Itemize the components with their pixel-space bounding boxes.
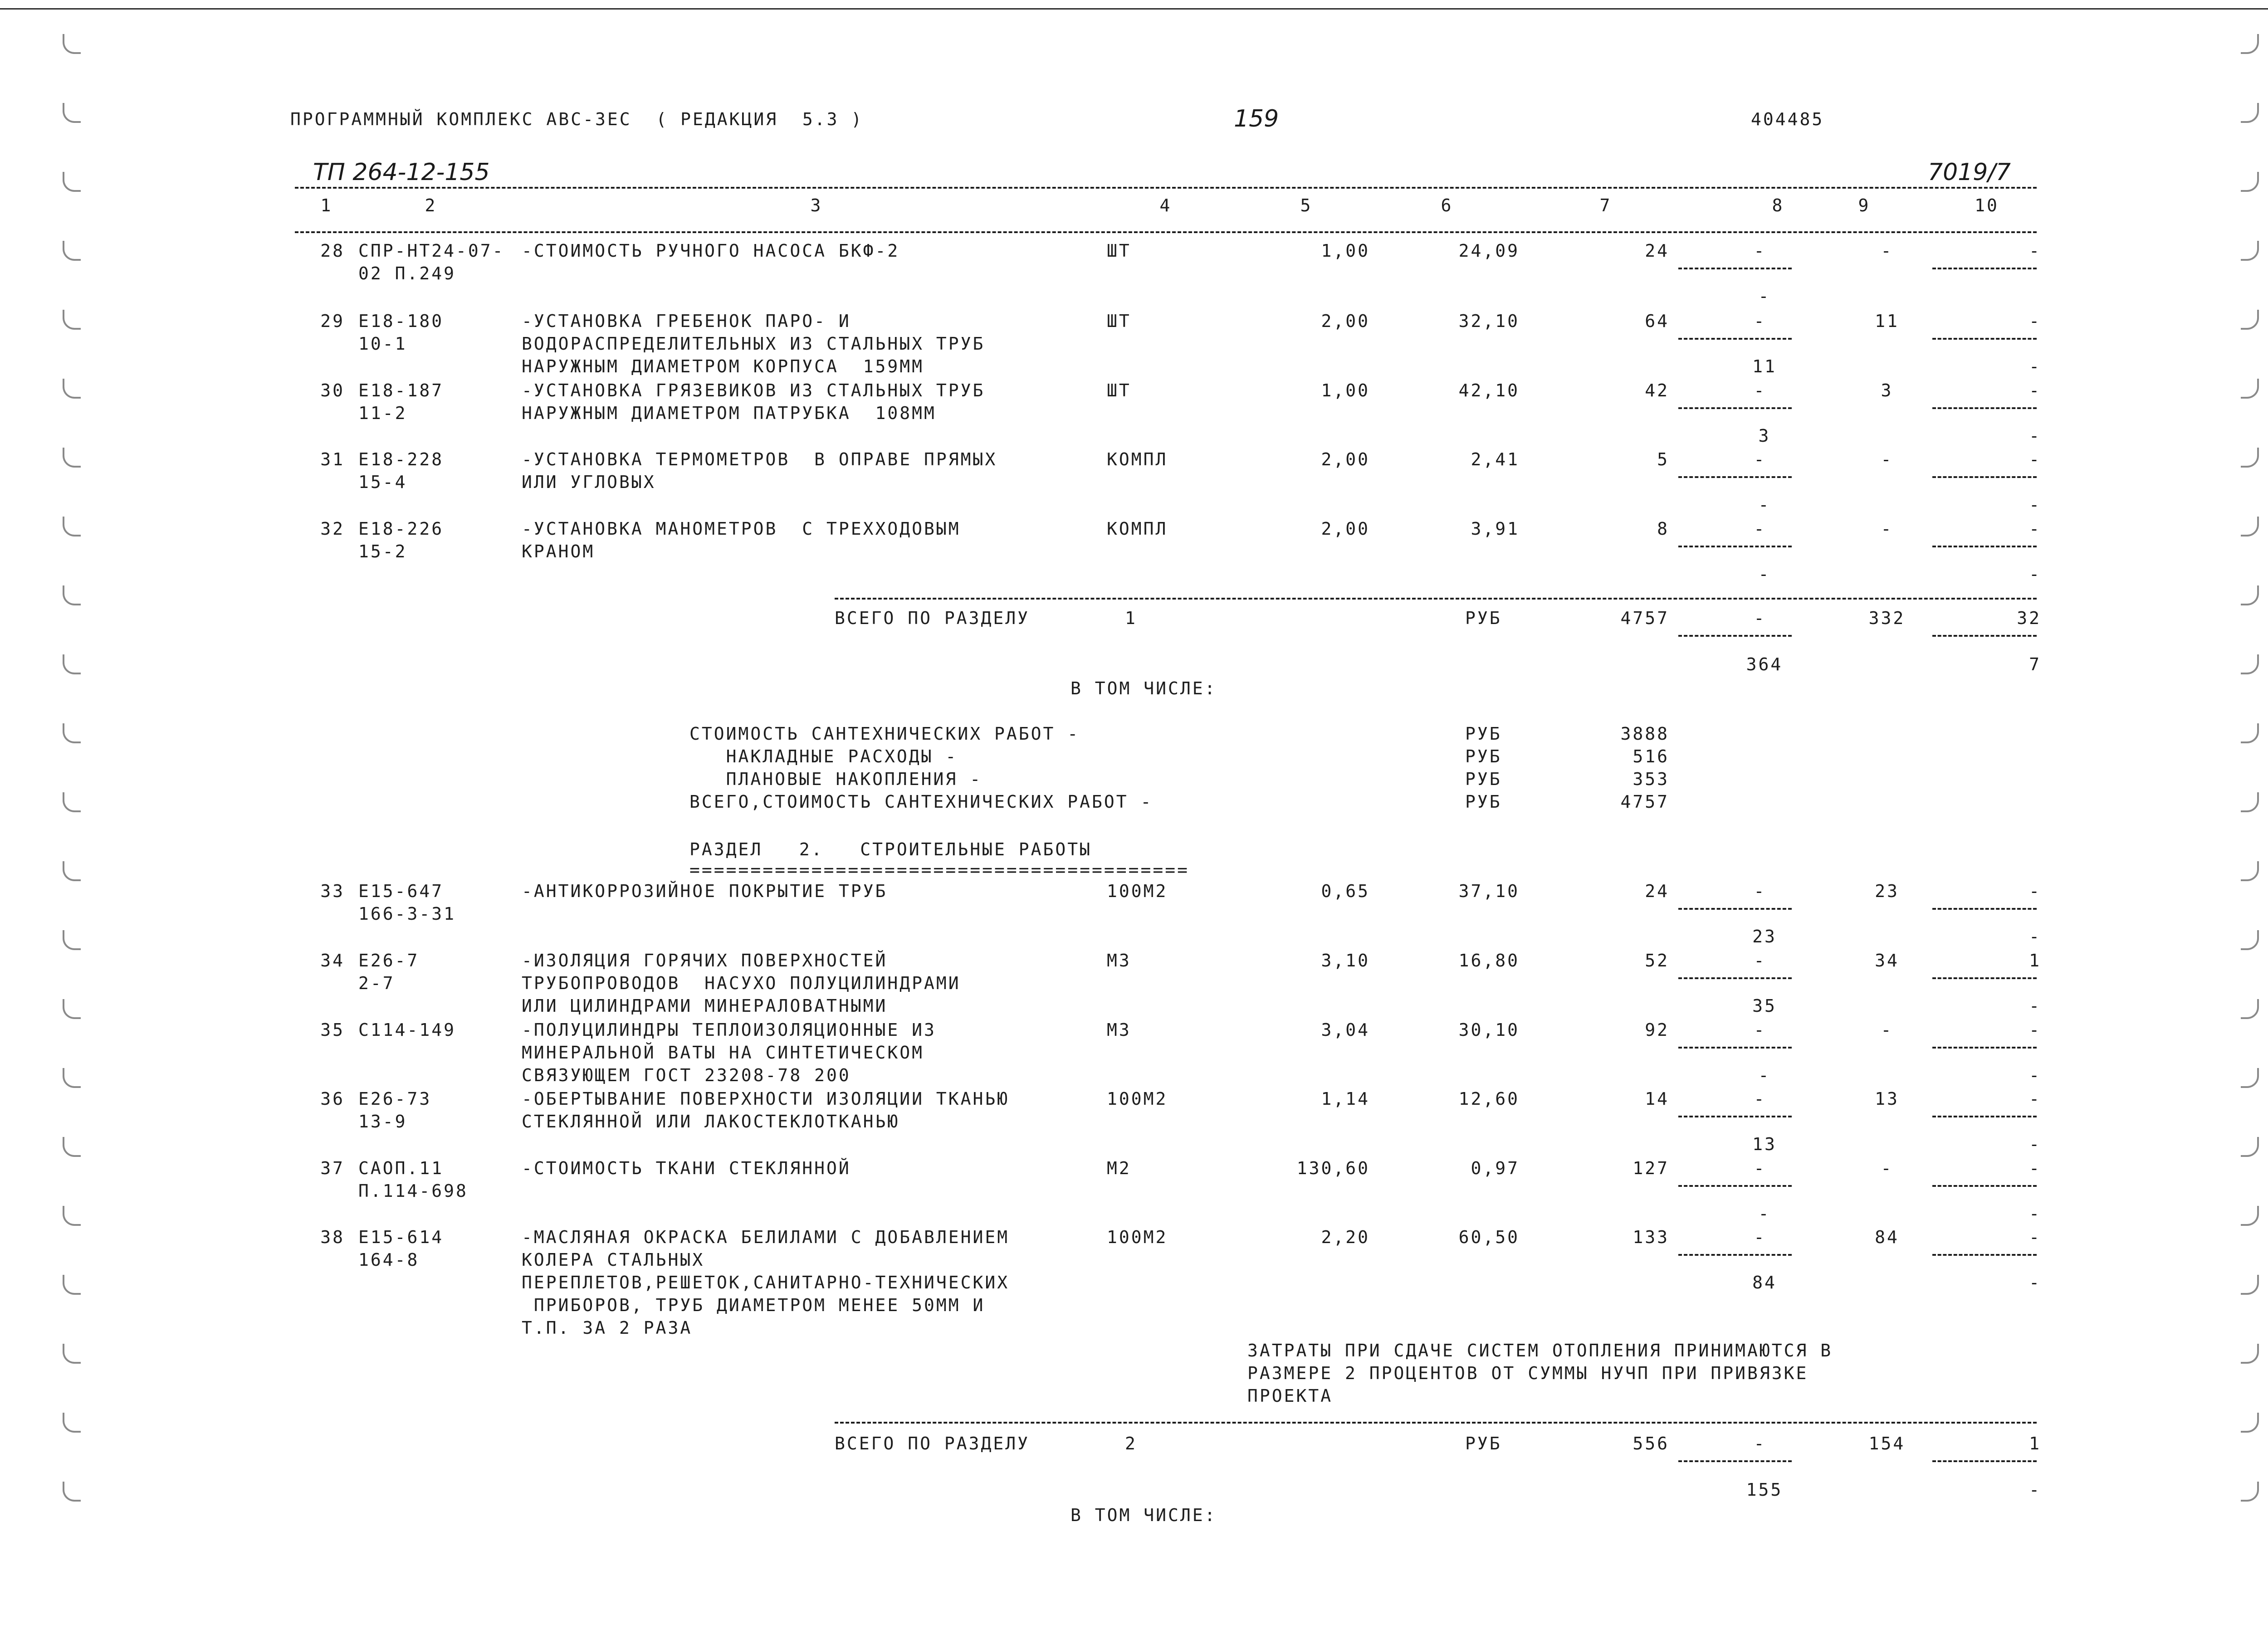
col8-labor: - [1758,564,1771,584]
feed-hole-left [63,1413,81,1433]
col8-rule [1678,908,1792,910]
col10-value: - [2029,881,2041,901]
breakdown-label: СТОИМОСТЬ САНТЕХНИЧЕСКИХ РАБОТ - [689,724,1080,744]
row-price: 32,10 [1458,311,1520,331]
row-total: 8 [1657,519,1669,539]
row-total: 127 [1633,1158,1669,1178]
feed-hole-right [2241,310,2259,330]
col10-value: - [2029,449,2041,469]
row-unit: ШТ [1107,311,1131,331]
col10-extra: - [2029,356,2041,376]
col10-value: 1 [2029,951,2041,971]
breakdown-value: 516 [1633,746,1669,766]
row-quantity: 1,00 [1321,241,1370,261]
column-number: 10 [1975,195,1999,215]
section2-total-rule [835,1422,2037,1424]
feed-hole-right [2241,1206,2259,1226]
col10-rule [1932,407,2037,409]
note-line: ПРОЕКТА [1247,1386,1333,1406]
row-description: СВЯЗУЮЩЕМ ГОСТ 23208-78 200 [522,1065,851,1085]
feed-hole-right [2241,1068,2259,1088]
program-header: ПРОГРАММНЫЙ КОМПЛЕКС АВС-3ЕС ( РЕДАКЦИЯ 5.3 ) [290,109,864,129]
feed-hole-right [2241,930,2259,950]
row-code: 13-9 [358,1112,407,1132]
row-code: САОП.11 [358,1158,444,1178]
col10-rule [1932,1047,2037,1049]
col8-labor: 3 [1758,426,1771,446]
col10-extra: - [2029,927,2041,946]
row-code: Е26-7 [358,951,420,971]
col8-rule [1678,1116,1792,1117]
row-unit: ШТ [1107,380,1131,400]
breakdown-label: НАКЛАДНЫЕ РАСХОДЫ - [689,746,958,766]
feed-hole-right [2241,1275,2259,1295]
row-description: -ОБЕРТЫВАНИЕ ПОВЕРХНОСТИ ИЗОЛЯЦИИ ТКАНЬЮ [522,1089,1010,1109]
breakdown-unit: РУБ [1465,724,1502,744]
row-description: -УСТАНОВКА ТЕРМОМЕТРОВ В ОПРАВЕ ПРЯМЫХ [522,449,997,469]
row-price: 42,10 [1458,380,1520,400]
row-description: Т.П. ЗА 2 РАЗА [522,1318,693,1338]
col10-value: - [2029,1089,2041,1109]
row-description: ИЛИ ЦИЛИНДРАМИ МИНЕРАЛОВАТНЫМИ [522,996,888,1016]
col10-rule [1932,1254,2037,1256]
including-label: В ТОМ ЧИСЛЕ: [1070,678,1217,698]
row-code: 02 П.249 [358,263,456,283]
row-number: 33 [320,881,345,901]
col10-value: - [2029,311,2041,331]
feed-hole-left [63,1137,81,1157]
feed-hole-left [63,310,81,330]
col8-labor: - [1758,1065,1771,1085]
feed-hole-right [2241,1344,2259,1364]
row-description: -СТОИМОСТЬ РУЧНОГО НАСОСА БКФ-2 [522,241,900,261]
section1-unit: РУБ [1465,608,1502,628]
row-price: 30,10 [1458,1020,1520,1040]
feed-hole-left [63,1275,81,1295]
col10-rule [1932,1116,2037,1117]
col8-rule [1678,977,1792,979]
row-price: 2,41 [1471,449,1520,469]
row-quantity: 2,00 [1321,311,1370,331]
row-unit: М3 [1107,951,1131,971]
row-code: 2-7 [358,973,395,993]
col8-labor: 35 [1752,996,1777,1016]
section2-unit: РУБ [1465,1434,1502,1454]
row-description: КРАНОМ [522,541,595,561]
row-description: ВОДОРАСПРЕДЕЛИТЕЛЬНЫХ ИЗ СТАЛЬНЫХ ТРУБ [522,334,985,354]
row-unit: М3 [1107,1020,1131,1040]
column-number: 3 [810,195,823,215]
row-number: 29 [320,311,345,331]
row-description: -АНТИКОРРОЗИЙНОЕ ПОКРЫТИЕ ТРУБ [522,881,888,901]
feed-hole-right [2241,585,2259,605]
row-description: МИНЕРАЛЬНОЙ ВАТЫ НА СИНТЕТИЧЕСКОМ [522,1043,924,1063]
col8-value: - [1754,449,1766,469]
feed-hole-left [63,999,81,1019]
row-number: 34 [320,951,345,971]
feed-hole-left [63,585,81,605]
row-code: Е18-226 [358,519,444,539]
col8-rule [1678,338,1792,340]
row-code: 11-2 [358,403,407,423]
section2-underline: ========================================= [689,860,1189,880]
row-number: 31 [320,449,345,469]
feed-hole-left [63,792,81,812]
col10-rule [1932,1185,2037,1187]
row-description: КОЛЕРА СТАЛЬНЫХ [522,1250,705,1270]
col9-value: 23 [1875,881,1899,901]
row-quantity: 0,65 [1321,881,1370,901]
feed-hole-left [63,930,81,950]
feed-hole-right [2241,103,2259,123]
row-quantity: 2,20 [1321,1227,1370,1247]
section2-col8-rule [1678,1460,1792,1462]
col9-value: - [1881,1020,1893,1040]
row-quantity: 3,10 [1321,951,1370,971]
section2-col10-rule [1932,1460,2037,1462]
feed-hole-left [63,34,81,54]
row-number: 35 [320,1020,345,1040]
row-unit: М2 [1107,1158,1131,1178]
col8-labor: 11 [1752,356,1777,376]
row-unit: 100М2 [1107,1227,1168,1247]
row-number: 38 [320,1227,345,1247]
column-number: 2 [425,195,437,215]
section1-total-label: ВСЕГО ПО РАЗДЕЛУ [835,608,1030,628]
feed-hole-left [63,103,81,123]
row-number: 28 [320,241,345,261]
row-price: 37,10 [1458,881,1520,901]
feed-hole-left [63,379,81,399]
row-number: 32 [320,519,345,539]
section1-col8: - [1754,608,1766,628]
column-number: 1 [320,195,333,215]
section1-number: 1 [1125,608,1137,628]
col8-value: - [1754,311,1766,331]
row-code: П.114-698 [358,1181,468,1201]
row-unit: КОМПЛ [1107,519,1168,539]
feed-hole-right [2241,34,2259,54]
col10-rule [1932,268,2037,269]
feed-hole-right [2241,861,2259,881]
section2-col8-labor: 155 [1746,1480,1783,1500]
col8-labor: - [1758,286,1771,306]
row-description: -ПОЛУЦИЛИНДРЫ ТЕПЛОИЗОЛЯЦИОННЫЕ ИЗ [522,1020,936,1040]
col9-value: - [1881,241,1893,261]
col8-labor: 13 [1752,1134,1777,1154]
row-description: -УСТАНОВКА ГРЕБЕНОК ПАРО- И [522,311,851,331]
row-code: Е18-180 [358,311,444,331]
row-price: 0,97 [1471,1158,1520,1178]
section2-title: РАЗДЕЛ 2. СТРОИТЕЛЬНЫЕ РАБОТЫ [689,839,1092,859]
section2-number: 2 [1125,1434,1137,1454]
row-code: Е18-228 [358,449,444,469]
col8-rule [1678,268,1792,269]
feed-hole-right [2241,172,2259,192]
section2-total-label: ВСЕГО ПО РАЗДЕЛУ [835,1434,1030,1454]
feed-hole-left [63,1206,81,1226]
col10-value: - [2029,1158,2041,1178]
row-code: 164-8 [358,1250,420,1270]
row-number: 36 [320,1089,345,1109]
row-quantity: 130,60 [1296,1158,1370,1178]
breakdown-value: 4757 [1620,792,1669,812]
section1-col9: 332 [1868,608,1906,628]
column-number: 6 [1441,195,1453,215]
section1-col8-rule [1678,635,1792,637]
feed-hole-left [63,241,81,261]
row-unit: ШТ [1107,241,1131,261]
feed-hole-right [2241,792,2259,812]
row-total: 14 [1645,1089,1669,1109]
col10-value: - [2029,1020,2041,1040]
row-description: -УСТАНОВКА МАНОМЕТРОВ С ТРЕХХОДОВЫМ [522,519,961,539]
row-quantity: 1,00 [1321,380,1370,400]
note-line: РАЗМЕРЕ 2 ПРОЦЕНТОВ ОТ СУММЫ НУЧП ПРИ ПРИВЯЗКЕ [1247,1363,1809,1383]
col8-value: - [1754,1227,1766,1247]
row-code: 15-2 [358,541,407,561]
row-number: 37 [320,1158,345,1178]
feed-hole-right [2241,1413,2259,1433]
col8-value: - [1754,380,1766,400]
feed-hole-left [63,723,81,743]
col8-rule [1678,476,1792,478]
col8-rule [1678,1254,1792,1256]
section2-col8: - [1754,1434,1766,1454]
row-unit: 100М2 [1107,1089,1168,1109]
section2-col10-extra: - [2029,1480,2041,1500]
row-quantity: 1,14 [1321,1089,1370,1109]
col9-value: 84 [1875,1227,1899,1247]
row-price: 3,91 [1471,519,1520,539]
row-description: -УСТАНОВКА ГРЯЗЕВИКОВ ИЗ СТАЛЬНЫХ ТРУБ [522,380,985,400]
including-label-2: В ТОМ ЧИСЛЕ: [1070,1505,1217,1525]
col10-extra: - [2029,1065,2041,1085]
row-description: -СТОИМОСТЬ ТКАНИ СТЕКЛЯННОЙ [522,1158,851,1178]
col9-value: - [1881,449,1893,469]
row-code: СПР-НТ24-07- [358,241,505,261]
row-code: 166-3-31 [358,904,456,924]
col10-value: - [2029,519,2041,539]
row-total: 5 [1657,449,1669,469]
columns-rule [295,231,2037,233]
col10-extra: - [2029,1134,2041,1154]
row-description: НАРУЖНЫМ ДИАМЕТРОМ ПАТРУБКА 108ММ [522,403,936,423]
breakdown-value: 353 [1633,769,1669,789]
breakdown-unit: РУБ [1465,769,1502,789]
row-description: СТЕКЛЯННОЙ ИЛИ ЛАКОСТЕКЛОТКАНЬЮ [522,1112,900,1132]
col8-value: - [1754,1020,1766,1040]
row-quantity: 2,00 [1321,519,1370,539]
col8-rule [1678,407,1792,409]
row-price: 12,60 [1458,1089,1520,1109]
row-description: НАРУЖНЫМ ДИАМЕТРОМ КОРПУСА 159ММ [522,356,924,376]
col10-rule [1932,908,2037,910]
col8-rule [1678,1047,1792,1049]
col10-rule [1932,977,2037,979]
section1-total-rule [835,598,2037,600]
col9-value: - [1881,519,1893,539]
row-code: Е15-614 [358,1227,444,1247]
feed-hole-left [63,1344,81,1364]
feed-hole-left [63,654,81,674]
feed-hole-right [2241,999,2259,1019]
feed-hole-right [2241,448,2259,468]
document-code: 404485 [1751,109,1824,129]
row-total: 24 [1645,241,1669,261]
col8-rule [1678,1185,1792,1187]
row-price: 60,50 [1458,1227,1520,1247]
col10-extra: - [2029,1273,2041,1293]
col9-value: 3 [1881,380,1893,400]
breakdown-unit: РУБ [1465,792,1502,812]
col9-value: 34 [1875,951,1899,971]
section2-col9: 154 [1868,1434,1906,1454]
row-code: 10-1 [358,334,407,354]
project-number: ТП 264-12-155 [313,159,490,186]
feed-hole-right [2241,654,2259,674]
col10-rule [1932,338,2037,340]
row-code: Е26-73 [358,1089,432,1109]
column-number: 5 [1300,195,1313,215]
row-price: 16,80 [1458,951,1520,971]
feed-hole-right [2241,379,2259,399]
col8-labor: - [1758,495,1771,515]
row-total: 92 [1645,1020,1669,1040]
row-unit: КОМПЛ [1107,449,1168,469]
header-rule [295,187,2037,189]
feed-hole-left [63,1068,81,1088]
feed-hole-left [63,1482,81,1502]
col9-value: - [1881,1158,1893,1178]
col8-labor: 84 [1752,1273,1777,1293]
col10-value: - [2029,380,2041,400]
feed-hole-right [2241,1137,2259,1157]
col10-extra: - [2029,426,2041,446]
col10-rule [1932,476,2037,478]
section2-col10: 1 [2029,1434,2041,1454]
col10-value: - [2029,241,2041,261]
row-total: 52 [1645,951,1669,971]
column-number: 8 [1772,195,1784,215]
col10-extra: - [2029,564,2041,584]
col10-extra: - [2029,996,2041,1016]
column-number: 9 [1858,195,1871,215]
row-total: 133 [1633,1227,1669,1247]
section1-col10-rule [1932,635,2037,637]
row-quantity: 2,00 [1321,449,1370,469]
note-line: ЗАТРАТЫ ПРИ СДАЧЕ СИСТЕМ ОТОПЛЕНИЯ ПРИНИМАЮТСЯ В [1247,1341,1833,1361]
row-description: -ИЗОЛЯЦИЯ ГОРЯЧИХ ПОВЕРХНОСТЕЙ [522,951,888,971]
sheet-number: 7019/7 [1928,159,2011,186]
row-code: Е18-187 [358,380,444,400]
feed-hole-left [63,861,81,881]
row-number: 30 [320,380,345,400]
breakdown-label: ПЛАНОВЫЕ НАКОПЛЕНИЯ - [689,769,982,789]
row-description: ТРУБОПРОВОДОВ НАСУХО ПОЛУЦИЛИНДРАМИ [522,973,961,993]
col8-value: - [1754,519,1766,539]
section1-total: 4757 [1620,608,1669,628]
col9-value: 11 [1875,311,1899,331]
breakdown-unit: РУБ [1465,746,1502,766]
row-description: -МАСЛЯНАЯ ОКРАСКА БЕЛИЛАМИ С ДОБАВЛЕНИЕМ [522,1227,1010,1247]
feed-hole-left [63,448,81,468]
column-number: 7 [1599,195,1612,215]
row-total: 42 [1645,380,1669,400]
col10-extra: - [2029,495,2041,515]
row-total: 64 [1645,311,1669,331]
row-code: Е15-647 [358,881,444,901]
breakdown-label: ВСЕГО,СТОИМОСТЬ САНТЕХНИЧЕСКИХ РАБОТ - [689,792,1153,812]
col8-labor: - [1758,1204,1771,1224]
feed-hole-left [63,517,81,537]
breakdown-value: 3888 [1620,724,1669,744]
col8-value: - [1754,1089,1766,1109]
col10-extra: - [2029,1204,2041,1224]
feed-hole-right [2241,517,2259,537]
section1-col10-extra: 7 [2029,654,2041,674]
row-price: 24,09 [1458,241,1520,261]
feed-hole-right [2241,1482,2259,1502]
row-code: 15-4 [358,472,407,492]
row-quantity: 3,04 [1321,1020,1370,1040]
col8-rule [1678,546,1792,547]
row-total: 24 [1645,881,1669,901]
col9-value: 13 [1875,1089,1899,1109]
section1-col8-labor: 364 [1746,654,1783,674]
feed-hole-right [2241,723,2259,743]
row-description: ИЛИ УГЛОВЫХ [522,472,656,492]
col8-value: - [1754,951,1766,971]
col8-labor: 23 [1752,927,1777,946]
col10-value: - [2029,1227,2041,1247]
column-number: 4 [1159,195,1172,215]
header-top-rule [0,8,2268,10]
col8-value: - [1754,241,1766,261]
row-unit: 100М2 [1107,881,1168,901]
col8-value: - [1754,1158,1766,1178]
row-code: С114-149 [358,1020,456,1040]
feed-hole-left [63,172,81,192]
col10-rule [1932,546,2037,547]
feed-hole-right [2241,241,2259,261]
row-description: ПЕРЕПЛЕТОВ,РЕШЕТОК,САНИТАРНО-ТЕХНИЧЕСКИХ [522,1273,1010,1293]
col8-value: - [1754,881,1766,901]
row-description: ПРИБОРОВ, ТРУБ ДИАМЕТРОМ МЕНЕЕ 50ММ И [522,1295,985,1315]
section2-total: 556 [1633,1434,1669,1454]
section1-col10: 32 [2017,608,2041,628]
page-number: 159 [1234,105,1279,132]
